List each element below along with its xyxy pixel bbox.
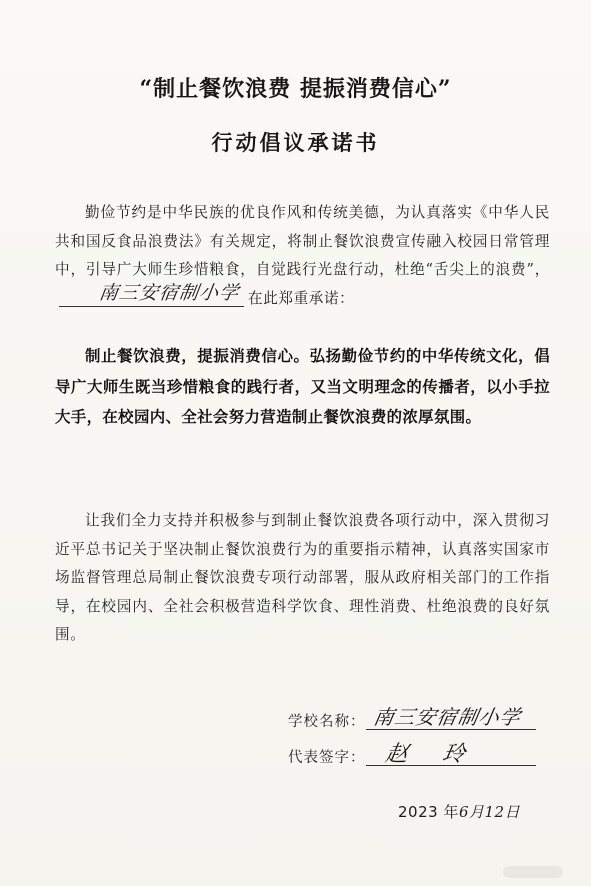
date-year: 2023 年: [398, 803, 459, 821]
handwritten-school-name: 南三安宿制小学: [97, 281, 241, 304]
paragraph-intro: [55, 199, 550, 313]
representative-label: 代表签字：: [288, 750, 366, 766]
document-subtitle: 行动倡议承诺书: [211, 130, 380, 155]
representative-line: [366, 742, 536, 767]
paragraph-intro-text: 勤俭节约是中华民族的优良作风和传统美德，为认真落实《中华人民共和国反食品浪费法》有关规定，将制止餐饮浪费宣传融入校园日常管理中，引导广大师生珍惜粮食，自觉践行光盘行动，杜绝“舌尖上的浪费”，: [55, 204, 550, 279]
date-month-day: 6月12日: [458, 803, 521, 821]
school-name-line: [366, 705, 536, 730]
document-title: “制止餐饮浪费 提振消费信心”: [139, 76, 452, 102]
school-name-blank: [59, 281, 244, 307]
paragraph-action: 让我们全力支持并积极参与到制止餐饮浪费各项行动中，深入贯彻习近平总书记关于坚决制止餐饮浪费行为的重要指示精神，认真落实国家市场监督管理总局制止餐饮浪费专项行动部署，服从政府相关部门的工作指导，在校园内、全社会积极营造科学饮食、理性消费、杜绝浪费的良好氛围。: [55, 512, 550, 644]
signing-date: [398, 801, 520, 822]
scan-corner-mark: [503, 866, 563, 878]
school-name-label: 学校名称：: [288, 714, 366, 730]
school-name-row: [288, 705, 536, 731]
paragraph-pledge: 制止餐饮浪费，提振消费信心。弘扬勤俭节约的中华传统文化，倡导广大师生既当珍惜粮食的践行者，又当文明理念的传播者，以小手拉大手，在校园内、全社会努力营造制止餐饮浪费的浓厚氛围。: [55, 347, 550, 427]
paragraph-intro-end: 在此郑重承诺：: [248, 289, 355, 307]
representative-signature: 赵 玲: [382, 742, 481, 767]
representative-row: [288, 742, 536, 767]
school-name-signature: 南三安宿制小学: [371, 705, 523, 729]
